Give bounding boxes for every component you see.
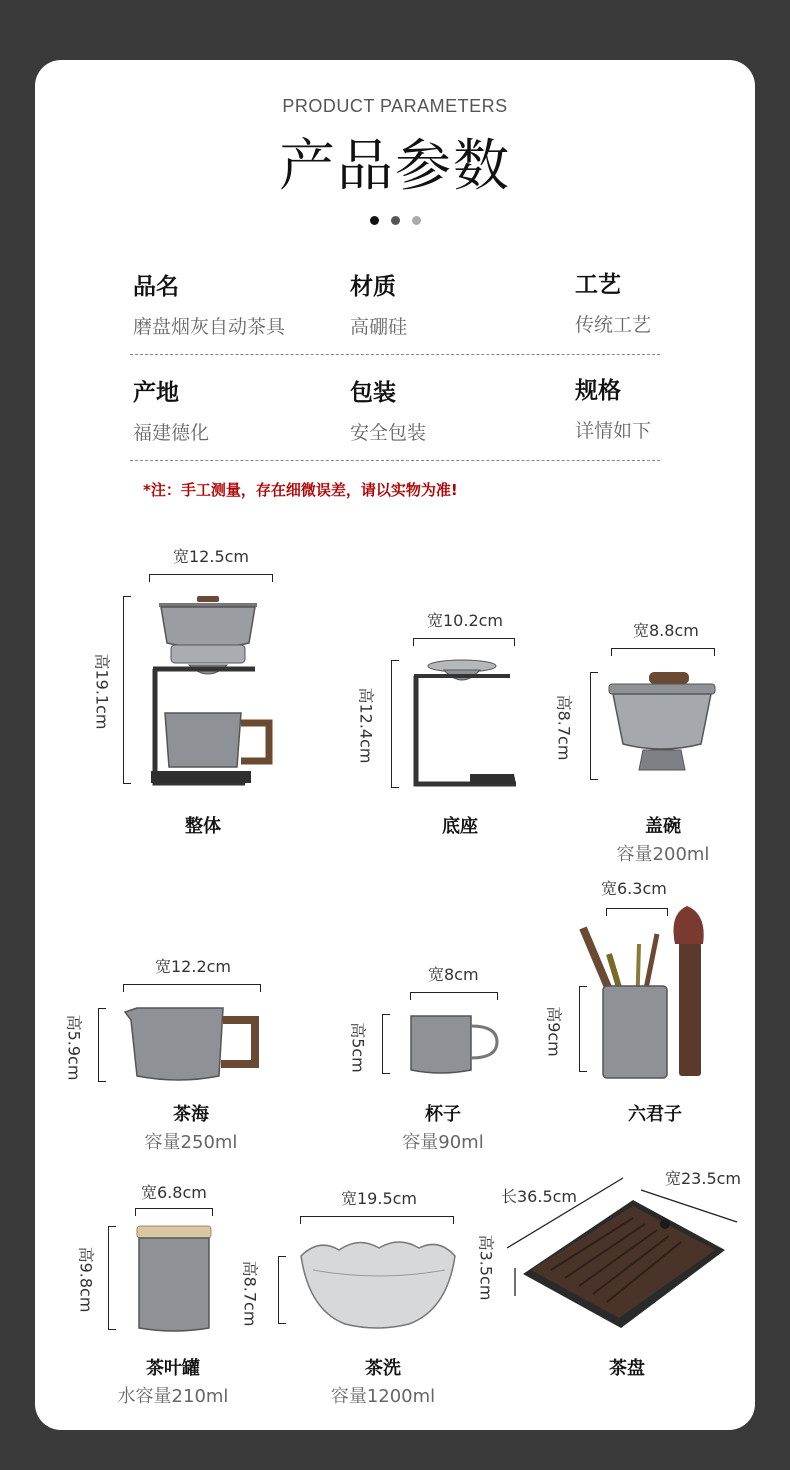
jar-name: 茶叶罐: [146, 1358, 200, 1379]
pagination-dots: [35, 210, 755, 229]
jar-width-label: 宽6.8cm: [141, 1183, 207, 1202]
param-label-name: 品名: [133, 274, 179, 300]
cup-height-line: [382, 1014, 383, 1074]
param-label-spec: 规格: [575, 378, 621, 404]
page-title: 产品参数: [279, 134, 511, 199]
base-width-label: 宽10.2cm: [427, 611, 504, 630]
tools-height-label: 高9cm: [544, 1006, 564, 1057]
base-width-line: [413, 638, 515, 639]
param-value-name: 磨盘烟灰自动茶具: [133, 316, 286, 338]
cup-capacity: 容量90ml: [402, 1132, 484, 1153]
bowl-name: 盖碗: [645, 816, 681, 837]
pitcher-height-line: [98, 1008, 99, 1082]
base-name: 底座: [442, 816, 478, 837]
param-label-packaging: 包装: [350, 380, 396, 406]
dot-1: [370, 216, 379, 225]
washer-width-label: 宽19.5cm: [341, 1189, 418, 1208]
pitcher-capacity: 容量250ml: [144, 1132, 238, 1153]
jar-image: [135, 1224, 215, 1334]
tools-name: 六君子: [628, 1104, 682, 1125]
bowl-width-label: 宽8.8cm: [633, 621, 699, 640]
pitcher-width-line: [123, 984, 261, 985]
param-value-spec: 详情如下: [575, 420, 652, 442]
param-label-origin: 产地: [133, 380, 179, 406]
whole-width-line: [149, 574, 273, 575]
divider-1: [130, 354, 660, 355]
bowl-height-line: [590, 672, 591, 780]
tray-name: 茶盘: [609, 1358, 645, 1379]
tray-width-label: 宽23.5cm: [665, 1169, 742, 1188]
washer-height-line: [278, 1256, 279, 1324]
tray-height-label: 高3.5cm: [476, 1234, 496, 1301]
whole-height-line: [123, 596, 124, 784]
pitcher-height-label: 高5.9cm: [64, 1014, 84, 1081]
cup-height-label: 高5cm: [348, 1022, 368, 1073]
jar-capacity: 水容量210ml: [117, 1386, 229, 1407]
tools-width-label: 宽6.3cm: [601, 879, 667, 898]
jar-height-label: 高9.8cm: [76, 1246, 96, 1313]
param-value-material: 高硼硅: [350, 316, 408, 338]
pitcher-image: [123, 1006, 263, 1084]
tray-length-label: 长36.5cm: [501, 1187, 578, 1206]
param-value-packaging: 安全包装: [350, 422, 427, 444]
tray-image: [521, 1194, 727, 1334]
param-value-craft: 传统工艺: [575, 314, 652, 336]
dot-2: [391, 216, 400, 225]
cup-image: [409, 1014, 501, 1076]
washer-width-line: [300, 1216, 454, 1217]
whole-name: 整体: [185, 816, 221, 837]
whole-set-image: [145, 595, 285, 785]
bowl-capacity: 容量200ml: [616, 844, 710, 865]
title-english: PRODUCT PARAMETERS: [282, 96, 508, 116]
washer-capacity: 容量1200ml: [330, 1386, 436, 1407]
divider-2: [130, 460, 660, 461]
param-label-material: 材质: [350, 274, 396, 300]
pitcher-name: 茶海: [173, 1104, 209, 1125]
whole-width-label: 宽12.5cm: [173, 547, 250, 566]
jar-width-line: [135, 1208, 213, 1209]
bowl-width-line: [611, 648, 715, 649]
bowl-height-label: 高8.7cm: [554, 694, 574, 761]
base-height-label: 高12.4cm: [356, 687, 376, 764]
param-label-craft: 工艺: [575, 272, 621, 298]
bowl-image: [607, 670, 719, 782]
washer-height-label: 高8.7cm: [240, 1260, 260, 1327]
jar-height-line: [108, 1226, 109, 1330]
dot-3: [412, 216, 421, 225]
cup-width-label: 宽8cm: [428, 965, 479, 984]
tools-image: [579, 904, 709, 1079]
whole-height-label: 高19.1cm: [92, 653, 112, 730]
cup-width-line: [410, 992, 498, 993]
base-image: [410, 658, 520, 788]
base-height-line: [391, 660, 392, 788]
measurement-note: *注：手工测量，存在细微误差，请以实物为准!: [143, 481, 458, 499]
washer-image: [299, 1236, 457, 1332]
cup-name: 杯子: [425, 1104, 461, 1125]
washer-name: 茶洗: [365, 1358, 401, 1379]
parameters-card: [35, 60, 755, 1430]
pitcher-width-label: 宽12.2cm: [155, 957, 232, 976]
param-value-origin: 福建德化: [133, 422, 210, 444]
